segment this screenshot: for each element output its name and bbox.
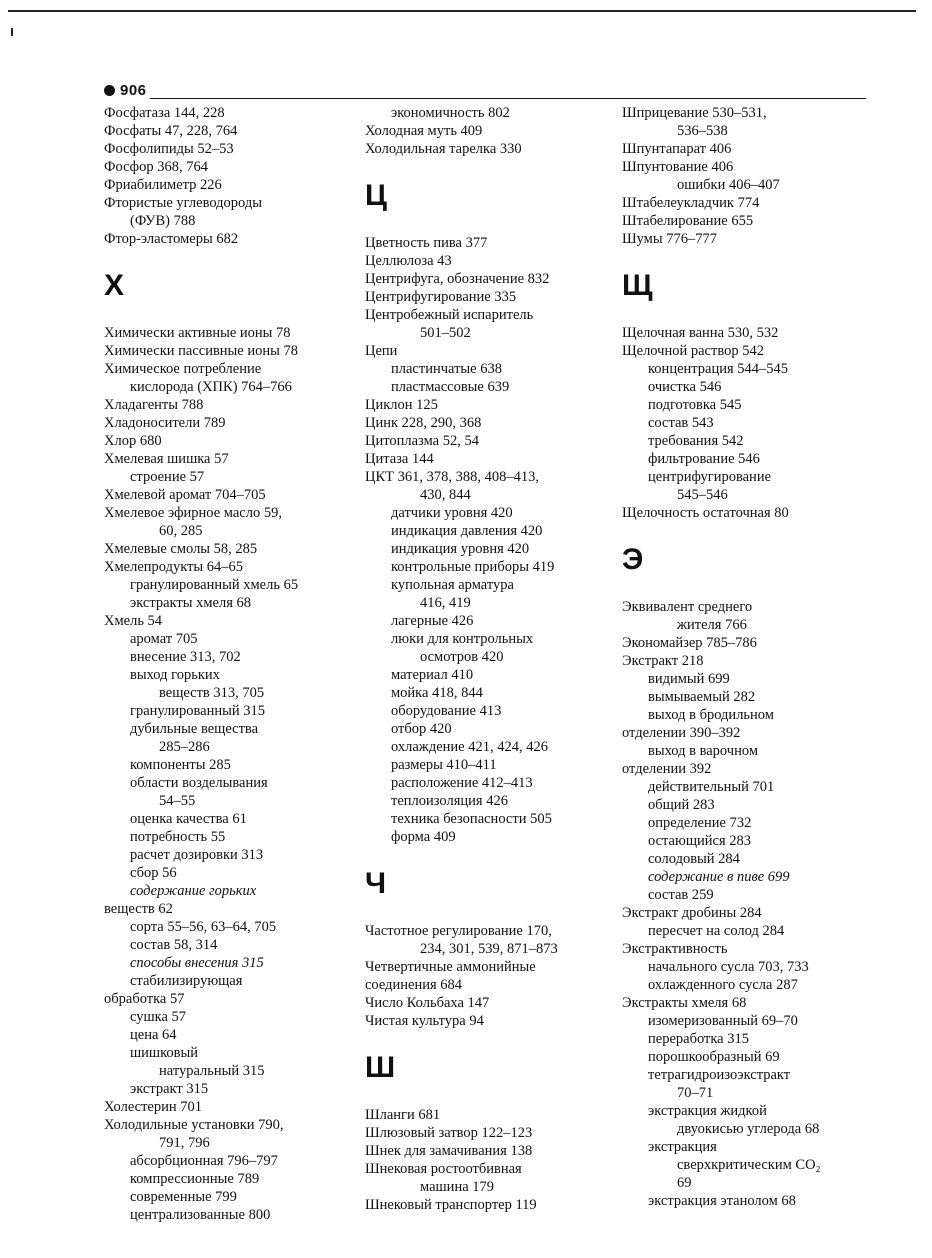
index-subentry: материал 410 [391, 667, 474, 683]
index-entry: Центрифуга, обозначение 832 [365, 271, 550, 287]
index-column-1 [104, 104, 354, 1224]
section-spacer [365, 846, 615, 864]
index-subentry: выход в бродильном [648, 707, 774, 723]
index-entry: Фтористые углеводороды [104, 195, 262, 211]
index-subentry: индикация уровня 420 [391, 541, 530, 557]
index-subentry: очистка 546 [648, 379, 722, 395]
index-subentry: теплоизоляция 426 [391, 793, 508, 809]
index-entry: Хмелепродукты 64–65 [104, 559, 244, 575]
index-subentry: отбор 420 [391, 721, 452, 737]
section-spacer [365, 216, 615, 234]
index-subentry: натуральный 315 [159, 1063, 265, 1079]
index-subentry: купольная арматура [391, 577, 514, 593]
section-spacer [365, 158, 615, 176]
index-subentry: размеры 410–411 [391, 757, 497, 773]
index-entry: Центробежный испаритель [365, 307, 534, 323]
index-entry: Хладагенты 788 [104, 397, 204, 413]
scan-edge-mark [11, 28, 13, 36]
index-entry: Шпунтование 406 [622, 159, 734, 175]
index-subentry: экстракция [648, 1139, 717, 1155]
index-subentry: экстракция жидкой [648, 1103, 767, 1119]
index-subentry: дубильные вещества [130, 721, 259, 737]
index-subentry: состав 543 [648, 415, 714, 431]
index-entry: Фосфолипиды 52–53 [104, 141, 234, 157]
index-subentry: внесение 313, 702 [130, 649, 241, 665]
index-subentry: 70–71 [677, 1085, 714, 1101]
index-entry: Фтор-эластомеры 682 [104, 231, 239, 247]
index-subentry: требования 542 [648, 433, 744, 449]
index-subentry: гранулированный хмель 65 [130, 577, 299, 593]
index-subentry: потребность 55 [130, 829, 226, 845]
section-spacer [365, 1030, 615, 1048]
index-column-3 [622, 104, 922, 1210]
index-entry: Химически пассивные ионы 78 [104, 343, 298, 359]
index-subentry: экстракт 315 [130, 1081, 209, 1097]
index-subentry: видимый 699 [648, 671, 730, 687]
index-entry: Цепи [365, 343, 398, 359]
index-entry: Цитоплазма 52, 54 [365, 433, 479, 449]
section-letter-heading: Ш [365, 1051, 396, 1084]
index-entry: Шумы 776–777 [622, 231, 717, 247]
index-subentry: компрессионные 789 [130, 1171, 260, 1187]
index-entry: Хмелевое эфирное масло 59, [104, 505, 282, 521]
index-subentry: 416, 419 [420, 595, 471, 611]
index-subentry: датчики уровня 420 [391, 505, 513, 521]
section-letter-heading: Х [104, 269, 125, 302]
index-subentry: машина 179 [420, 1179, 495, 1195]
index-subentry: области возделывания [130, 775, 268, 791]
index-entry: Штабелирование 655 [622, 213, 754, 229]
index-entry: веществ 62 [104, 901, 173, 917]
index-entry: Хмель 54 [104, 613, 163, 629]
index-entry: Экстракт 218 [622, 653, 704, 669]
section-letter-heading: Ч [365, 867, 387, 900]
section-letter-heading: Э [622, 543, 644, 576]
index-subentry: выход горьких [130, 667, 220, 683]
index-subentry: лагерные 426 [391, 613, 474, 629]
section-spacer [622, 580, 922, 598]
index-subentry: концентрация 544–545 [648, 361, 789, 377]
index-entry: Циклон 125 [365, 397, 438, 413]
index-entry: обработка 57 [104, 991, 185, 1007]
index-entry: Химическое потребление [104, 361, 262, 377]
index-entry: Экономайзер 785–786 [622, 635, 757, 651]
index-subentry: выход в варочном [648, 743, 759, 759]
index-subentry: контрольные приборы 419 [391, 559, 555, 575]
index-entry: отделении 390–392 [622, 725, 741, 741]
index-entry: соединения 684 [365, 977, 463, 993]
index-subentry: вымываемый 282 [648, 689, 756, 705]
scan-edge-line [8, 10, 916, 12]
section-spacer [622, 248, 922, 266]
index-entry: отделении 392 [622, 761, 712, 777]
index-subentry: абсорбционная 796–797 [130, 1153, 278, 1169]
index-subentry: веществ 313, 705 [159, 685, 265, 701]
index-entry: Экстракты хмеля 68 [622, 995, 747, 1011]
section-spacer [104, 248, 354, 266]
index-subentry: индикация давления 420 [391, 523, 543, 539]
bullet-icon [104, 85, 115, 96]
index-entry: Щелочной раствор 542 [622, 343, 764, 359]
index-subentry: общий 283 [648, 797, 715, 813]
index-entry: Холодная муть 409 [365, 123, 483, 139]
index-subentry: содержание в пиве 699 [648, 869, 790, 885]
index-subentry: фильтрование 546 [648, 451, 760, 467]
index-subentry: пластмассовые 639 [391, 379, 510, 395]
index-subentry: люки для контрольных [391, 631, 534, 647]
index-entry: Эквивалент среднего [622, 599, 753, 615]
index-entry: Фосфатаза 144, 228 [104, 105, 225, 121]
index-subentry: 60, 285 [159, 523, 203, 539]
index-entry: Экстракт дробины 284 [622, 905, 762, 921]
index-subentry: мойка 418, 844 [391, 685, 483, 701]
page-number [104, 82, 147, 99]
index-entry: Холодильная тарелка 330 [365, 141, 522, 157]
index-entry: Фосфаты 47, 228, 764 [104, 123, 238, 139]
index-subentry: остающийся 283 [648, 833, 751, 849]
index-entry: Шпунтапарат 406 [622, 141, 732, 157]
index-subentry: тетрагидроизоэкстракт [648, 1067, 791, 1083]
index-subentry: 430, 844 [420, 487, 471, 503]
index-subentry: состав 58, 314 [130, 937, 218, 953]
index-entry: Чистая культура 94 [365, 1013, 484, 1029]
index-subentry: 69 [677, 1175, 692, 1191]
index-subentry: централизованные 800 [130, 1207, 271, 1223]
index-entry: Шприцевание 530–531, [622, 105, 767, 121]
index-entry: Щелочность остаточная 80 [622, 505, 789, 521]
index-subentry: пластинчатые 638 [391, 361, 502, 377]
index-subentry: сверхкритическим CO₂ [677, 1157, 821, 1173]
index-entry: Число Кольбаха 147 [365, 995, 490, 1011]
index-entry: Центрифугирование 335 [365, 289, 517, 305]
index-subentry: 545–546 [677, 487, 728, 503]
section-spacer [622, 522, 922, 540]
index-entry: Фриабилиметр 226 [104, 177, 222, 193]
index-subentry: оценка качества 61 [130, 811, 247, 827]
index-entry: Фосфор 368, 764 [104, 159, 208, 175]
section-spacer [365, 1088, 615, 1106]
index-subentry: строение 57 [130, 469, 205, 485]
index-subentry: цена 64 [130, 1027, 177, 1043]
index-subentry: способы внесения 315 [130, 955, 264, 971]
index-entry: Хмелевой аромат 704–705 [104, 487, 266, 503]
index-subentry: изомеризованный 69–70 [648, 1013, 798, 1029]
index-subentry: 234, 301, 539, 871–873 [420, 941, 558, 957]
index-subentry: двуокисью углерода 68 [677, 1121, 820, 1137]
index-subentry: ошибки 406–407 [677, 177, 780, 193]
index-subentry: 791, 796 [159, 1135, 210, 1151]
index-subentry: состав 259 [648, 887, 714, 903]
index-entry: Шнек для замачивания 138 [365, 1143, 533, 1159]
index-subentry: техника безопасности 505 [391, 811, 552, 827]
index-subentry: сорта 55–56, 63–64, 705 [130, 919, 277, 935]
index-entry: Хмелевая шишка 57 [104, 451, 229, 467]
index-subentry: действительный 701 [648, 779, 775, 795]
section-spacer [622, 306, 922, 324]
index-subentry: экономичность 802 [391, 105, 510, 121]
index-entry: Цветность пива 377 [365, 235, 488, 251]
index-entry: Хмелевые смолы 58, 285 [104, 541, 258, 557]
index-subentry: расположение 412–413 [391, 775, 533, 791]
index-subentry: определение 732 [648, 815, 752, 831]
index-subentry: порошкообразный 69 [648, 1049, 780, 1065]
index-entry: Цитаза 144 [365, 451, 434, 467]
index-entry: Холодильные установки 790, [104, 1117, 284, 1133]
index-entry: Хладоносители 789 [104, 415, 226, 431]
index-subentry: современные 799 [130, 1189, 237, 1205]
index-entry: Шлюзовый затвор 122–123 [365, 1125, 533, 1141]
index-column-2 [365, 104, 615, 1214]
index-subentry: осмотров 420 [420, 649, 504, 665]
section-spacer [104, 306, 354, 324]
index-entry: ЦКТ 361, 378, 388, 408–413, [365, 469, 539, 485]
index-subentry: компоненты 285 [130, 757, 231, 773]
page-header [104, 82, 866, 100]
index-subentry: солодовый 284 [648, 851, 740, 867]
index-subentry: гранулированный 315 [130, 703, 265, 719]
index-subentry: охлаждение 421, 424, 426 [391, 739, 548, 755]
index-subentry: (ФУВ) 788 [130, 213, 196, 229]
index-subentry: расчет дозировки 313 [130, 847, 264, 863]
index-entry: Химически активные ионы 78 [104, 325, 291, 341]
index-subentry: 54–55 [159, 793, 196, 809]
index-entry: Шнековая ростоотбивная [365, 1161, 522, 1177]
index-subentry: стабилизирующая [130, 973, 243, 989]
index-entry: Холестерин 701 [104, 1099, 203, 1115]
index-subentry: 285–286 [159, 739, 210, 755]
index-subentry: содержание горьких [130, 883, 257, 899]
section-letter-heading: Щ [622, 269, 653, 302]
index-entry: Цинк 228, 290, 368 [365, 415, 482, 431]
index-entry: Хлор 680 [104, 433, 162, 449]
index-entry: Шнековый транспортер 119 [365, 1197, 537, 1213]
index-subentry: центрифугирование [648, 469, 772, 485]
index-subentry: экстракты хмеля 68 [130, 595, 251, 611]
section-letter-heading: Ц [365, 179, 387, 212]
index-subentry: начального сусла 703, 733 [648, 959, 809, 975]
index-entry: Экстрактивность [622, 941, 728, 957]
section-spacer [365, 904, 615, 922]
index-subentry: шишковый [130, 1045, 198, 1061]
index-subentry: аромат 705 [130, 631, 198, 647]
index-subentry: подготовка 545 [648, 397, 742, 413]
page-number-text: 906 [120, 82, 147, 99]
index-subentry: жителя 766 [677, 617, 747, 633]
index-entry: Целлюлоза 43 [365, 253, 452, 269]
index-subentry: сбор 56 [130, 865, 177, 881]
index-subentry: экстракция этанолом 68 [648, 1193, 796, 1209]
index-entry: Частотное регулирование 170, [365, 923, 552, 939]
index-subentry: охлажденного сусла 287 [648, 977, 798, 993]
index-subentry: 536–538 [677, 123, 728, 139]
index-entry: Шланги 681 [365, 1107, 441, 1123]
index-subentry: форма 409 [391, 829, 456, 845]
index-subentry: переработка 315 [648, 1031, 749, 1047]
index-subentry: кислорода (ХПК) 764–766 [130, 379, 292, 395]
index-subentry: оборудование 413 [391, 703, 502, 719]
header-rule [150, 98, 866, 99]
index-entry: Четвертичные аммонийные [365, 959, 536, 975]
index-entry: Штабелеукладчик 774 [622, 195, 760, 211]
index-subentry: 501–502 [420, 325, 471, 341]
index-subentry: сушка 57 [130, 1009, 187, 1025]
index-entry: Щелочная ванна 530, 532 [622, 325, 779, 341]
index-subentry: пересчет на солод 284 [648, 923, 785, 939]
